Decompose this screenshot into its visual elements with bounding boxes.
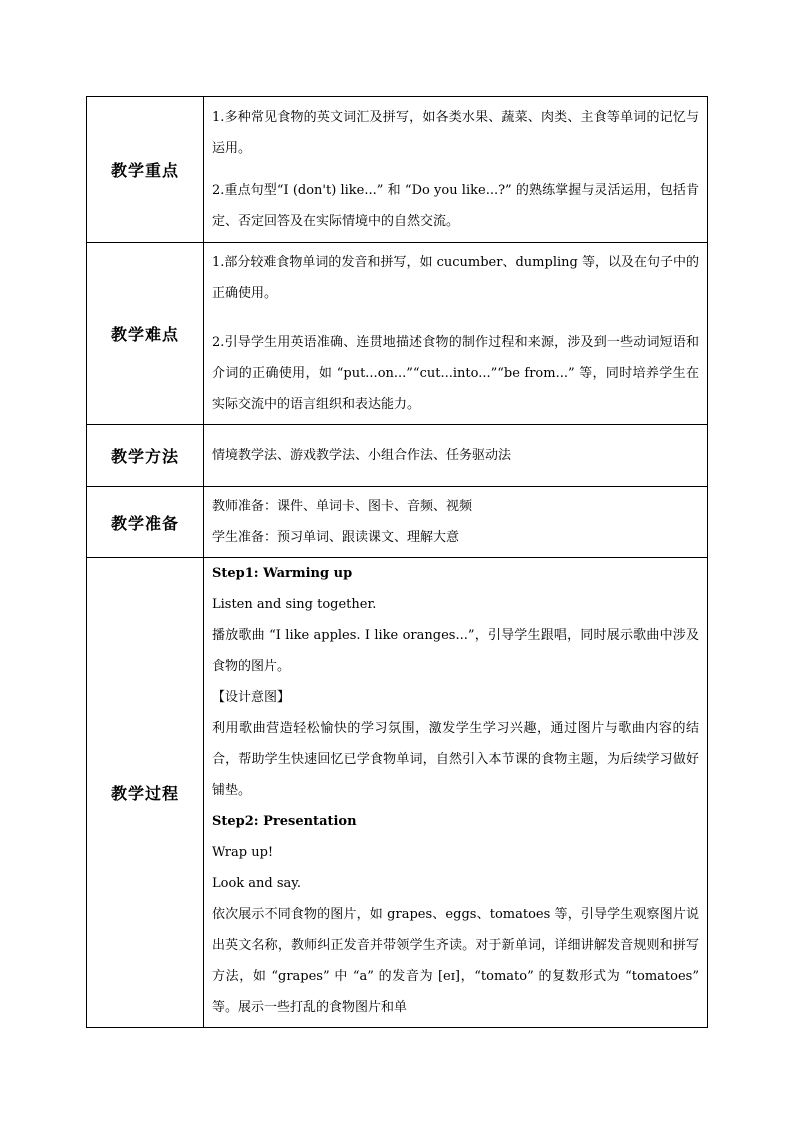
label-difficulties: 教学难点 [87, 243, 204, 425]
row-preparation [87, 487, 708, 558]
content-difficulties [204, 243, 708, 425]
step2-line1: Wrap up! [212, 845, 274, 860]
difficulty-2: 2.引导学生用英语准确、连贯地描述食物的制作过程和来源，涉及到一些动词短语和介词的正确使用，如 “put...on...”“cut...into...”“be from...” 等，同时培养学生在实际交流中的语言组织和表达能力。 [212, 335, 699, 412]
row-methods [87, 425, 708, 487]
step2-text: 依次展示不同食物的图片，如 grapes、eggs、tomatoes 等，引导学生观察图片说出英文名称，教师纠正发音并带领学生齐读。对于新单词，详细讲解发音规则和拼写方法，如 “grapes” 中 “a” 的发音为 [eɪ]，“tomato” 的复数形式为 “tomatoes” 等。展示一些打乱的食物图片和单 [212, 907, 699, 1015]
design-text: 利用歌曲营造轻松愉快的学习氛围，激发学生学习兴趣，通过图片与歌曲内容的结合，帮助学生快速回忆已学食物单词，自然引入本节课的食物主题，为后续学习做好铺垫。 [212, 721, 699, 798]
content-process [204, 558, 708, 1028]
student-preparation: 学生准备：预习单词、跟读课文、理解大意 [212, 530, 460, 545]
label-methods: 教学方法 [87, 425, 204, 487]
teacher-preparation: 教师准备：课件、单词卡、图卡、音频、视频 [212, 499, 473, 514]
design-title: 【设计意图】 [212, 690, 291, 705]
content-methods [204, 425, 708, 487]
content-key-points [204, 97, 708, 243]
key-point-1: 1.多种常见食物的英文词汇及拼写，如各类水果、蔬菜、肉类、主食等单词的记忆与运用。 [212, 110, 699, 156]
lesson-plan-table [86, 96, 708, 1028]
step1-line1: Listen and sing together. [212, 597, 377, 612]
step2-title: Step2: Presentation [212, 814, 357, 829]
row-process [87, 558, 708, 1028]
label-process: 教学过程 [87, 558, 204, 1028]
step2-line2: Look and say. [212, 876, 302, 891]
difficulty-1: 1.部分较难食物单词的发音和拼写，如 cucumber、dumpling 等，以及在句子中的正确使用。 [212, 255, 699, 301]
row-difficulties [87, 243, 708, 425]
step1-title: Step1: Warming up [212, 566, 353, 581]
label-preparation: 教学准备 [87, 487, 204, 558]
step1-line2: 播放歌曲 “I like apples. I like oranges...”，引导学生跟唱，同时展示歌曲中涉及食物的图片。 [212, 628, 699, 674]
methods-text: 情境教学法、游戏教学法、小组合作法、任务驱动法 [212, 448, 512, 463]
content-preparation [204, 487, 708, 558]
row-key-points [87, 97, 708, 243]
key-point-2: 2.重点句型“I (don't) like...” 和 “Do you like...?” 的熟练掌握与灵活运用，包括肯定、否定回答及在实际情境中的自然交流。 [212, 183, 699, 229]
label-key-points: 教学重点 [87, 97, 204, 243]
